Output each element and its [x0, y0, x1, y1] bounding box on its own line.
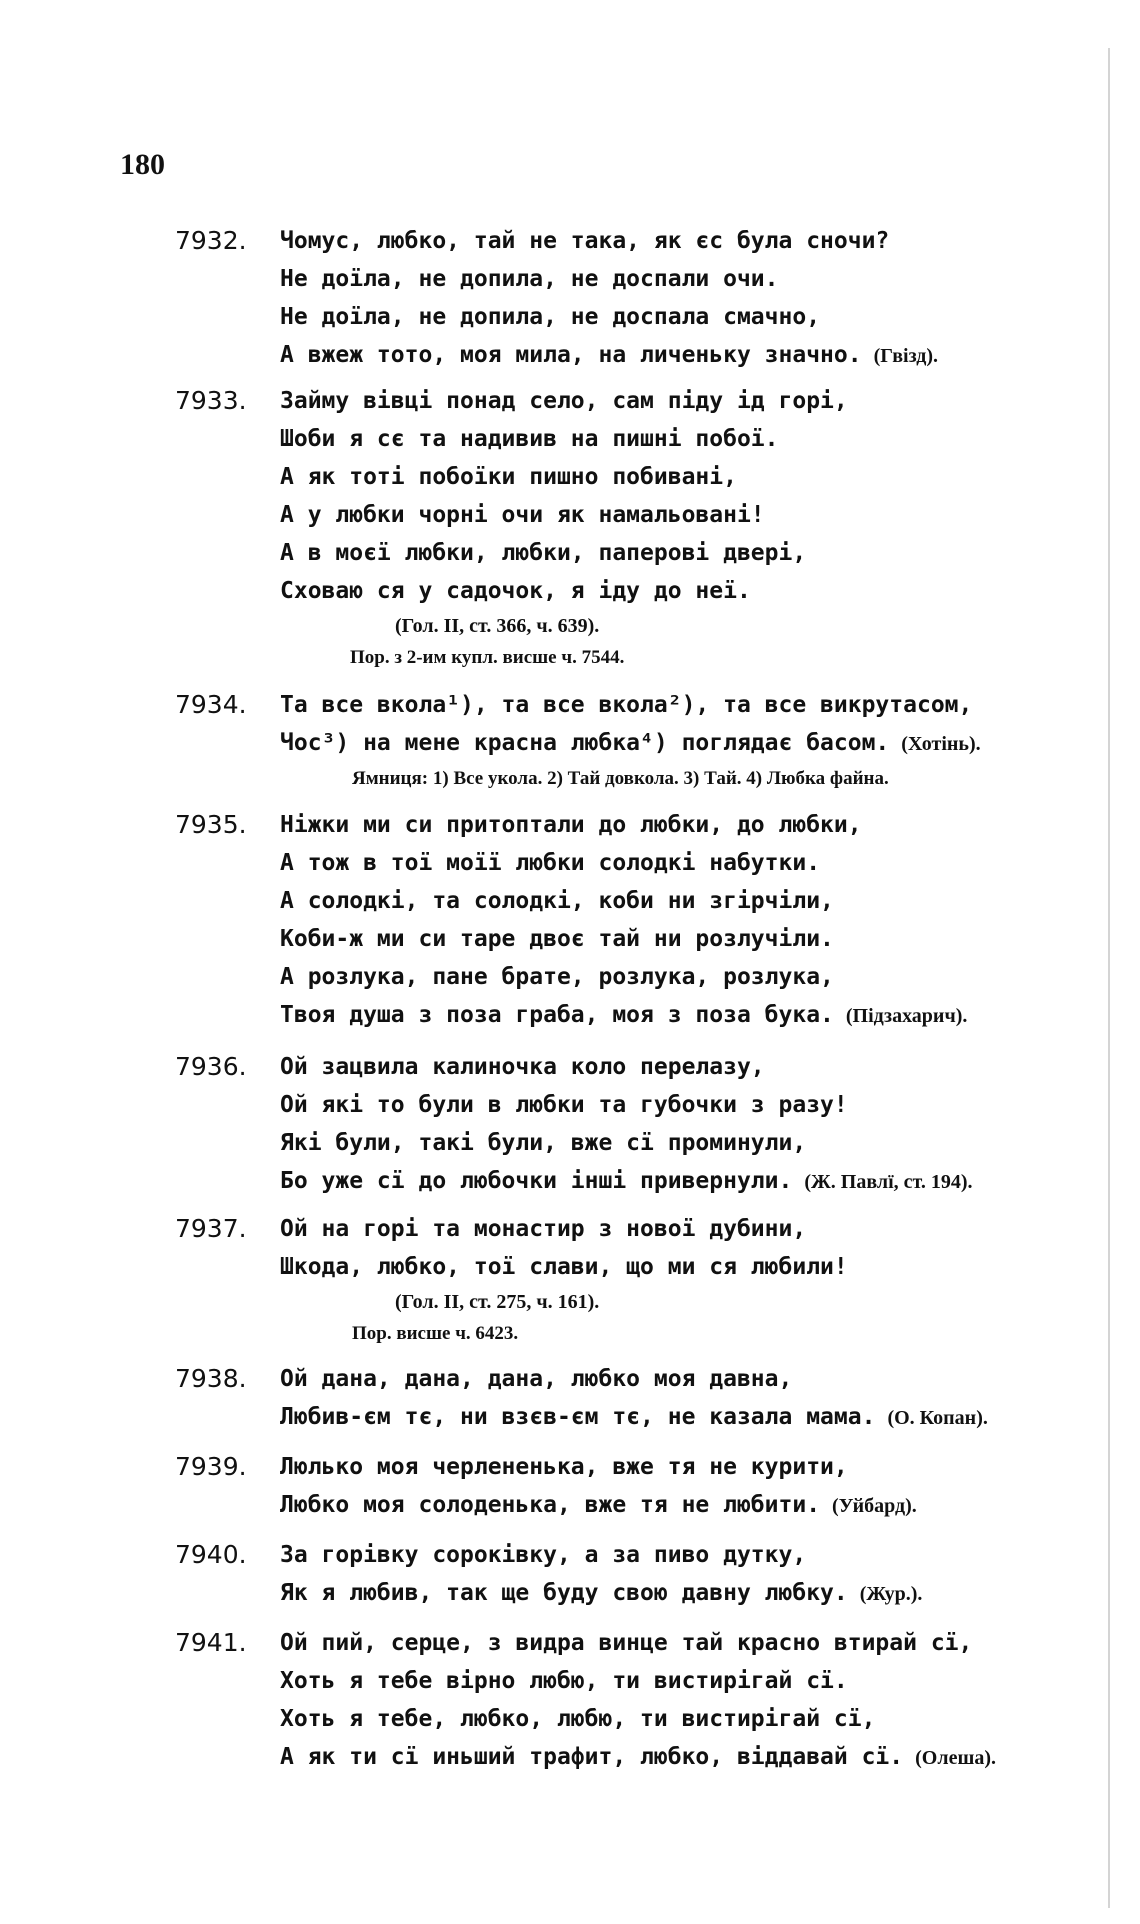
variant-note: Ямниця: 1) Все укола. 2) Тай довкола. 3) Тай. 4) Любка файна. [352, 768, 889, 789]
entry-number: 7932. [175, 226, 247, 255]
verse-lines [280, 1624, 1140, 1777]
verse-lines [280, 1360, 1140, 1437]
verse-line: Не доїла, не допила, не доспала смачно, [280, 304, 821, 330]
verse-text: Любив-єм тє, ни взєв-єм тє, не казала мама. [280, 1404, 876, 1430]
verse-line [280, 1398, 1140, 1437]
source-reference: (Хотінь). [901, 733, 981, 755]
source-reference: (Олеша). [915, 1747, 996, 1769]
source-reference: (Жур.). [859, 1583, 923, 1605]
verse-line [280, 1738, 1140, 1777]
verse-line: Шоби я сє та надивив на пишні побої. [280, 426, 779, 452]
entry-number: 7941. [175, 1628, 247, 1657]
verse-line: Шкода, любко, тої слави, що ми ся любили! [280, 1254, 848, 1280]
verse-line: Не доїла, не допила, не доспали очи. [280, 266, 779, 292]
source-reference: (Гвізд). [873, 345, 939, 367]
verse-lines [280, 1536, 1140, 1613]
entry-number: 7935. [175, 810, 247, 839]
entry-number: 7938. [175, 1364, 247, 1393]
verse-line: Ой пий, серце, з видра винце тай красно втирай сї, [280, 1630, 973, 1656]
source-reference: (О. Копан). [887, 1407, 988, 1429]
entry-number: 7934. [175, 690, 247, 719]
song-entry-7938 [0, 1360, 1140, 1437]
verse-text: Любко моя солоденька, вже тя не любити. [280, 1492, 821, 1518]
verse-lines [280, 222, 1140, 375]
verse-line [280, 1574, 1140, 1613]
page-number: 180 [120, 148, 165, 181]
verse-line: А тож в тої моїї любки солодкі набутки. [280, 850, 821, 876]
verse-line: Коби-ж ми си таре двоє тай ни розлучіли. [280, 926, 834, 952]
song-entry-7936 [0, 1048, 1140, 1201]
verse-line: Ой які то були в любки та губочки з разу! [280, 1092, 848, 1118]
verse-lines [280, 382, 1140, 610]
verse-line: А у любки чорні очи як намальовані! [280, 502, 765, 528]
verse-line: Ой дана, дана, дана, любко моя давна, [280, 1366, 793, 1392]
verse-line: А солодкі, та солодкі, коби ни згірчіли, [280, 888, 834, 914]
song-entry-7939 [0, 1448, 1140, 1525]
verse-text: Бо уже сї до любочки інші привернули. [280, 1168, 793, 1194]
verse-line [280, 996, 1140, 1035]
verse-lines [280, 1210, 1140, 1286]
source-reference: (Уйбард). [832, 1495, 917, 1517]
entry-number: 7939. [175, 1452, 247, 1481]
song-entry-7935 [0, 806, 1140, 1035]
source-reference: (Гол. II, ст. 275, ч. 161). [395, 1291, 600, 1313]
verse-line [280, 1162, 1140, 1201]
entry-number: 7933. [175, 386, 247, 415]
verse-line [280, 724, 1140, 763]
song-entry-7932 [0, 222, 1140, 375]
verse-text: А вжеж тото, моя мила, на личеньку значно. [280, 342, 862, 368]
verse-text: А як ти сї иньший трафит, любко, віддавай сї. [280, 1744, 904, 1770]
verse-line: А розлука, пане брате, розлука, розлука, [280, 964, 834, 990]
verse-line: Хоть я тебе, любко, любю, ти вистирігай сї, [280, 1706, 876, 1732]
source-reference: (Підзахарич). [845, 1005, 968, 1027]
verse-text: Як я любив, так ще буду свою давну любку. [280, 1580, 848, 1606]
verse-line: Займу вівці понад село, сам піду ід горі, [280, 388, 848, 414]
verse-line: За горівку сороківку, а за пиво дутку, [280, 1542, 807, 1568]
cross-reference-note: Пор. висше ч. 6423. [352, 1323, 519, 1344]
song-entry-7933 [0, 382, 1140, 674]
verse-line [280, 336, 1140, 375]
verse-lines [280, 1448, 1140, 1525]
source-reference: (Ж. Павлї, ст. 194). [804, 1171, 973, 1193]
verse-lines [280, 1048, 1140, 1201]
entry-number: 7936. [175, 1052, 247, 1081]
verse-line [280, 1486, 1140, 1525]
verse-line: Чомус, любко, тай не така, як єс була сночи? [280, 228, 890, 254]
verse-line: Які були, такі були, вже сї проминули, [280, 1130, 807, 1156]
entry-number: 7940. [175, 1540, 247, 1569]
verse-line: А як тоті побоїки пишно побивані, [280, 464, 737, 490]
verse-line: Люлько моя черлененька, вже тя не курити, [280, 1454, 848, 1480]
verse-text: Чос³) на мене красна любка⁴) поглядає басом. [280, 730, 890, 756]
song-entry-7934 [0, 686, 1140, 795]
song-entry-7941 [0, 1624, 1140, 1777]
verse-line: А в моєї любки, любки, паперові двері, [280, 540, 807, 566]
verse-line: Ой на горі та монастир з нової дубини, [280, 1216, 807, 1242]
verse-line: Сховаю ся у садочок, я іду до неї. [280, 578, 751, 604]
entry-number: 7937. [175, 1214, 247, 1243]
verse-lines [280, 806, 1140, 1035]
verse-line: Та все вкола¹), та все вкола²), та все викрутасом, [280, 692, 973, 718]
verse-line: Ой зацвила калиночка коло перелазу, [280, 1054, 765, 1080]
verse-line: Хоть я тебе вірно любю, ти вистирігай сї. [280, 1668, 848, 1694]
verse-text: Твоя душа з поза граба, моя з поза бука. [280, 1002, 834, 1028]
verse-line: Ніжки ми си притоптали до любки, до любки, [280, 812, 862, 838]
song-entry-7937 [0, 1210, 1140, 1350]
source-reference: (Гол. II, ст. 366, ч. 639). [395, 615, 600, 637]
cross-reference-note: Пор. з 2-им купл. висше ч. 7544. [350, 647, 625, 668]
verse-lines [280, 686, 1140, 763]
song-entry-7940 [0, 1536, 1140, 1613]
